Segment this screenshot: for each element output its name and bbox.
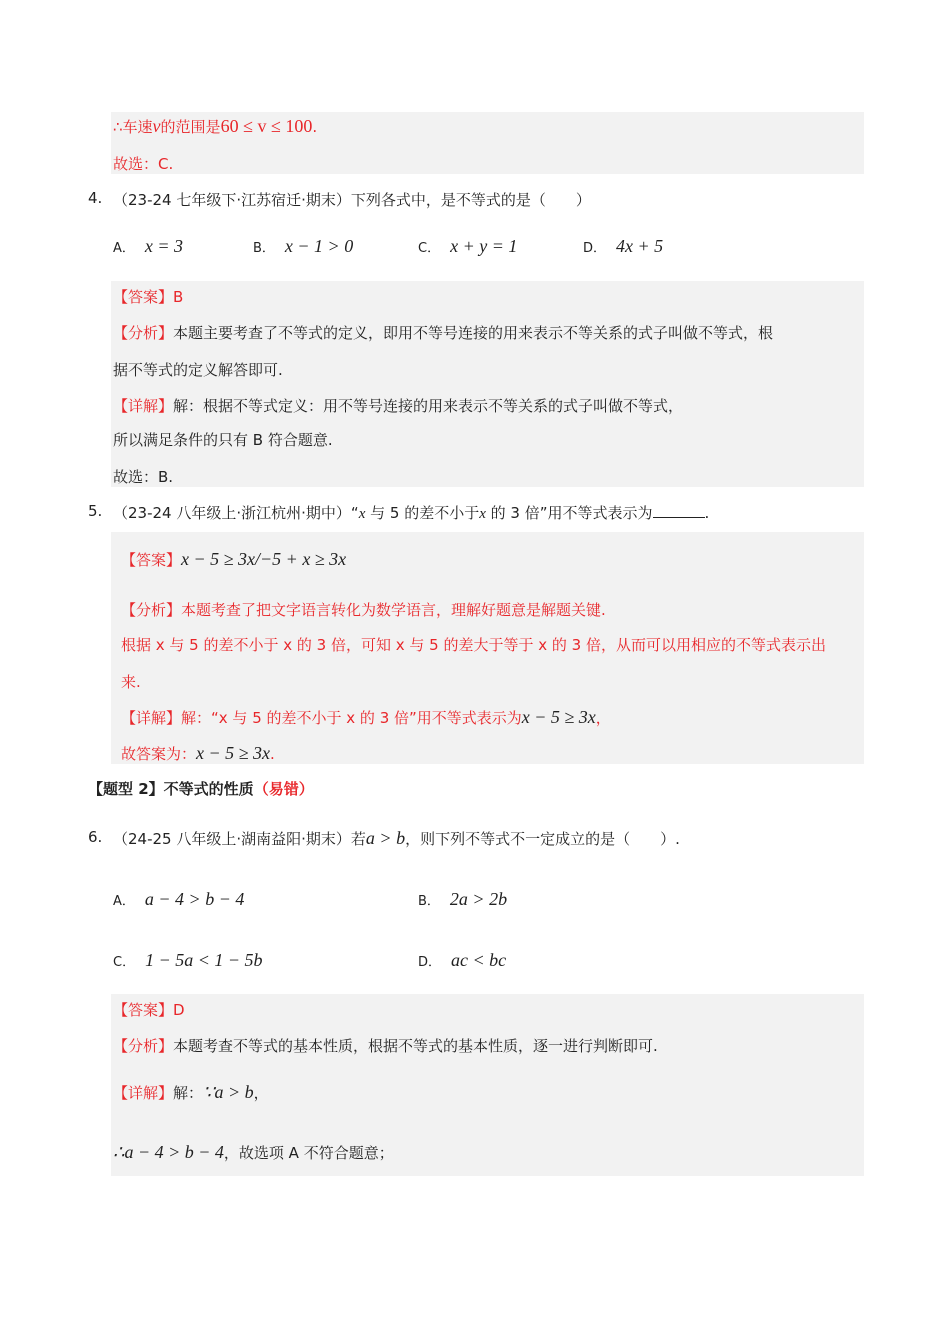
q4-option-a[interactable]: A． x = 3: [113, 236, 184, 256]
q4-detail-l3: 故选：B.: [113, 468, 174, 486]
q6-detail-l1: 【详解】解：∵a > b，: [113, 1082, 269, 1102]
q6-number: 6.: [88, 828, 103, 846]
q4-number: 4.: [88, 189, 103, 207]
answer-blank[interactable]: [653, 503, 705, 518]
q4-option-c[interactable]: C． x + y = 1: [418, 236, 518, 256]
q5-analysis-l1: 【分析】本题考查了把文字语言转化为数学语言，理解好题意是解题关键.: [121, 601, 606, 619]
q5-detail-l2: 故答案为：x − 5 ≥ 3x.: [121, 743, 275, 763]
q4-stem: （23-24 七年级下·江苏宿迁·期末）下列各式中，是不等式的是（ ）: [113, 191, 591, 209]
q4-analysis-l2: 据不等式的定义解答即可.: [113, 361, 283, 379]
q4-detail-l2: 所以满足条件的只有 B 符合题意.: [113, 431, 333, 449]
q4-answer: 【答案】B: [113, 288, 184, 306]
q5-analysis-l2: 根据 x 与 5 的差不小于 x 的 3 倍，可知 x 与 5 的差大于等于 x 的 3 倍，从而可以用相应的不等式表示出: [121, 636, 826, 654]
top-conclusion-line: ∴车速v的范围是60 ≤ v ≤ 100.: [113, 116, 318, 136]
q6-stem: （24-25 八年级上·湖南益阳·期末）若a > b，则下列不等式不一定成立的是（ ）.: [113, 828, 680, 848]
q4-analysis-l1: 【分析】本题主要考查了不等式的定义，即用不等号连接的用来表示不等关系的式子叫做不等式，根: [113, 324, 774, 342]
q4-detail-l1: 【详解】解：根据不等式定义：用不等号连接的用来表示不等关系的式子叫做不等式，: [113, 397, 684, 415]
q6-option-b[interactable]: B． 2a > 2b: [418, 889, 508, 909]
q4-option-d[interactable]: D． 4x + 5: [583, 236, 664, 256]
q5-number: 5.: [88, 502, 103, 520]
q5-detail-l1: 【详解】解：“x 与 5 的差不小于 x 的 3 倍”用不等式表示为x − 5 ≥ 3x，: [121, 707, 611, 727]
top-choice-line: 故选：C.: [113, 155, 174, 173]
q4-solution-box: [111, 281, 864, 487]
speed-range-math: 60 ≤ v ≤ 100: [220, 116, 313, 136]
section-heading: 【题型 2】不等式的性质（易错）: [88, 780, 314, 798]
q6-option-c[interactable]: C． 1 − 5a < 1 − 5b: [113, 950, 263, 970]
q6-answer: 【答案】D: [113, 1001, 185, 1019]
q5-analysis-l3: 来.: [121, 673, 141, 691]
q5-answer: 【答案】x − 5 ≥ 3x/−5 + x ≥ 3x: [121, 549, 347, 569]
q6-option-d[interactable]: D． ac < bc: [418, 950, 507, 970]
q6-detail-l2: ∴a − 4 > b − 4，故选项 A 不符合题意；: [113, 1142, 394, 1162]
q5-stem: （23-24 八年级上·浙江杭州·期中）“x 与 5 的差不小于x 的 3 倍”用不等式表示为 .: [113, 504, 710, 522]
q4-option-b[interactable]: B． x − 1 > 0: [253, 236, 354, 256]
q6-option-a[interactable]: A． a − 4 > b − 4: [113, 889, 245, 909]
q6-analysis-l1: 【分析】本题考查不等式的基本性质，根据不等式的基本性质，逐一进行判断即可.: [113, 1037, 658, 1055]
